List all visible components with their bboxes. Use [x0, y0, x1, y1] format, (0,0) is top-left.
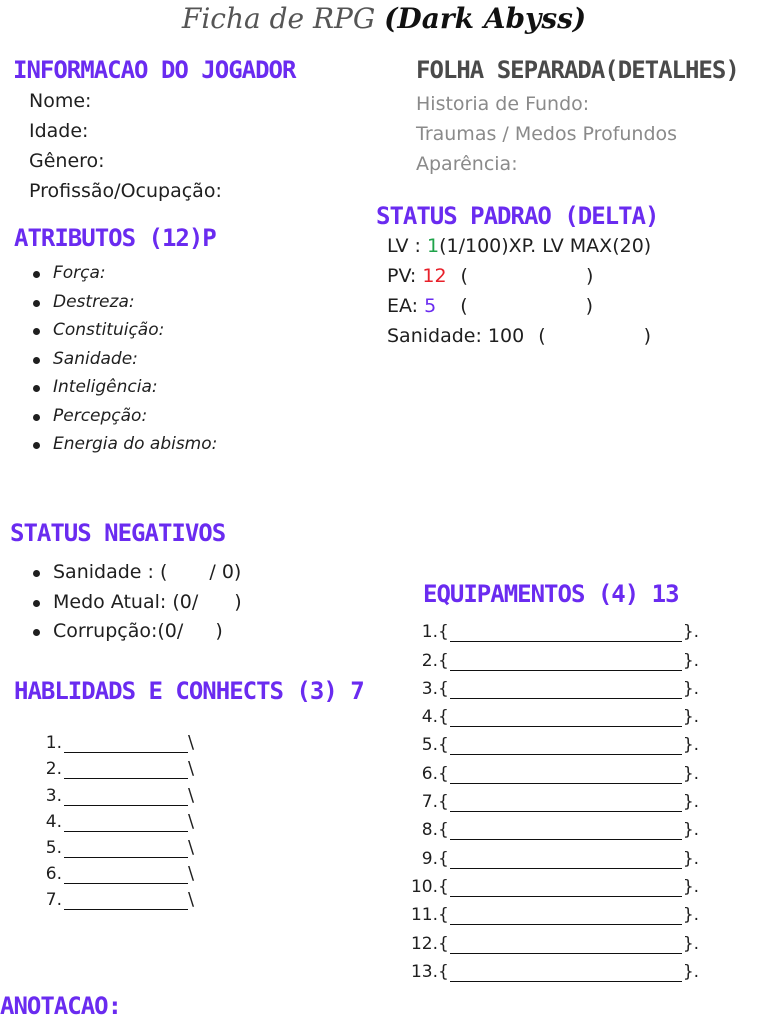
neg-corrupcao-a: Corrupção:(0/	[53, 620, 184, 642]
equip-number: 11.	[410, 905, 438, 926]
field-aparencia: Aparência:	[416, 153, 518, 175]
equip-blank-line[interactable]	[450, 850, 682, 869]
equip-row	[398, 925, 699, 953]
field-genero: Gênero:	[29, 150, 105, 172]
separate-sheet-heading: FOLHA SEPARADA(DETALHES)	[416, 56, 739, 84]
field-traumas: Traumas / Medos Profundos	[416, 123, 678, 145]
habilidade-blank-line[interactable]	[64, 867, 188, 884]
equip-close-brace: }.	[682, 933, 700, 954]
title-part-2: (Dark Abyss)	[384, 2, 587, 35]
habilidade-row	[42, 858, 194, 884]
habilidade-blank-line[interactable]	[64, 893, 188, 910]
equip-blank-line[interactable]	[450, 708, 682, 727]
status-negativos-list	[29, 558, 242, 647]
equip-open-brace: {	[438, 820, 449, 841]
habilidade-end-mark: \	[188, 836, 195, 858]
equip-close-brace: }.	[682, 678, 700, 699]
habilidade-blank-line[interactable]	[64, 789, 188, 806]
habilidade-row	[42, 832, 194, 858]
habilidade-row	[42, 884, 194, 910]
habilidade-number: 5.	[45, 837, 62, 858]
neg-corrupcao	[29, 617, 242, 647]
neg-medo	[29, 588, 242, 618]
player-info-heading: INFORMACAO DO JOGADOR	[13, 56, 296, 84]
equip-row	[398, 840, 699, 868]
equip-number: 6.	[421, 763, 438, 784]
equip-close-brace: }.	[682, 792, 700, 813]
habilidade-row	[42, 806, 194, 832]
equip-number: 8.	[421, 820, 438, 841]
field-nome: Nome:	[29, 90, 92, 112]
equip-row	[398, 954, 699, 982]
equip-row	[398, 812, 699, 840]
equip-number: 3.	[421, 678, 438, 699]
sanidade-line	[387, 321, 651, 351]
habilidade-number: 2.	[45, 759, 62, 780]
equip-open-brace: {	[438, 933, 449, 954]
habilidade-blank-line[interactable]	[64, 736, 188, 753]
equip-open-brace: {	[438, 792, 449, 813]
pv-open: (	[460, 265, 468, 287]
equip-open-brace: {	[438, 848, 449, 869]
attr-constituicao: Constituição:	[29, 316, 217, 345]
atributos-list	[29, 259, 217, 459]
sanidade-label: Sanidade: 100	[387, 325, 525, 347]
ea-close: )	[585, 295, 594, 317]
equip-close-brace: }.	[682, 820, 700, 841]
equip-open-brace: {	[438, 650, 449, 671]
attr-energia: Energia do abismo:	[29, 430, 217, 459]
ea-label: EA:	[387, 295, 425, 317]
status-padrao-heading: STATUS PADRAO (DELTA)	[376, 202, 659, 230]
equip-row	[398, 755, 699, 783]
habilidade-row	[42, 753, 194, 779]
atributos-heading: ATRIBUTOS (12)P	[14, 224, 216, 252]
neg-medo-a: Medo Atual: (0/	[53, 590, 199, 613]
equip-close-brace: }.	[682, 763, 700, 784]
equip-open-brace: {	[438, 876, 449, 897]
equip-number: 7.	[421, 792, 438, 813]
neg-medo-b: )	[234, 590, 242, 613]
habilidade-number: 3.	[45, 785, 62, 806]
ea-open: (	[460, 295, 468, 317]
habilidade-end-mark: \	[188, 784, 195, 806]
equip-row	[398, 869, 699, 897]
lv-label: LV :	[387, 235, 427, 257]
habilidade-number: 7.	[45, 890, 62, 911]
attr-destreza: Destreza:	[29, 288, 217, 317]
equip-blank-line[interactable]	[450, 765, 682, 784]
sheet-title	[0, 2, 768, 35]
pv-label: PV:	[387, 265, 423, 287]
habilidade-end-mark: \	[188, 889, 195, 911]
habilidade-blank-line[interactable]	[64, 815, 188, 832]
lv-line	[387, 231, 651, 261]
equip-blank-line[interactable]	[450, 623, 682, 642]
equip-number: 9.	[421, 848, 438, 869]
neg-sanidade-a: Sanidade : (	[53, 561, 168, 583]
habilidade-number: 4.	[45, 811, 62, 832]
pv-line	[387, 261, 651, 291]
field-historia: Historia de Fundo:	[416, 93, 590, 115]
neg-corrupcao-b: )	[215, 620, 223, 642]
field-idade: Idade:	[29, 120, 89, 142]
equip-blank-line[interactable]	[450, 906, 682, 925]
equip-row	[398, 727, 699, 755]
equipamentos-list	[398, 614, 699, 982]
equip-blank-line[interactable]	[450, 878, 682, 897]
equip-number: 5.	[421, 735, 438, 756]
neg-sanidade-b: / 0)	[209, 561, 242, 583]
attr-forca: Força:	[29, 259, 217, 288]
equip-row	[398, 897, 699, 925]
status-negativos-heading: STATUS NEGATIVOS	[10, 519, 226, 547]
equip-blank-line[interactable]	[450, 821, 682, 840]
equip-blank-line[interactable]	[450, 793, 682, 812]
equip-close-brace: }.	[682, 848, 700, 869]
equip-number: 2.	[421, 650, 438, 671]
ea-line	[387, 291, 651, 321]
habilidade-number: 6.	[45, 864, 62, 885]
attr-percepcao: Percepção:	[29, 402, 217, 431]
habilidades-heading: HABLIDADS E CONHECTS (3) 7	[14, 677, 364, 705]
neg-sanidade	[29, 558, 242, 588]
equip-close-brace: }.	[682, 707, 700, 728]
equip-row	[398, 614, 699, 642]
habilidade-row	[42, 727, 194, 753]
equip-open-brace: {	[438, 905, 449, 926]
equip-blank-line[interactable]	[450, 680, 682, 699]
equip-row	[398, 671, 699, 699]
equip-open-brace: {	[438, 735, 449, 756]
habilidade-end-mark: \	[188, 732, 195, 754]
attr-inteligencia: Inteligência:	[29, 373, 217, 402]
equip-blank-line[interactable]	[450, 736, 682, 755]
equip-blank-line[interactable]	[450, 963, 682, 982]
equip-number: 1.	[421, 622, 438, 643]
lv-rest: (1/100)XP. LV MAX(20)	[439, 235, 652, 257]
separate-sheet-fields	[416, 89, 677, 179]
equip-row	[398, 699, 699, 727]
ea-value: 5	[424, 295, 437, 317]
habilidade-end-mark: \	[188, 863, 195, 885]
equip-open-brace: {	[438, 763, 449, 784]
equip-open-brace: {	[438, 961, 449, 982]
equip-number: 4.	[421, 707, 438, 728]
sanidade-open: (	[538, 325, 546, 347]
equip-close-brace: }.	[682, 622, 700, 643]
habilidade-end-mark: \	[188, 810, 195, 832]
equip-close-brace: }.	[682, 905, 700, 926]
equip-row	[398, 784, 699, 812]
equip-close-brace: }.	[682, 876, 700, 897]
sanidade-close: )	[643, 325, 652, 347]
habilidade-end-mark: \	[188, 758, 195, 780]
equip-number: 12.	[410, 933, 438, 954]
equip-row	[398, 642, 699, 670]
pv-close: )	[585, 265, 594, 287]
equip-open-brace: {	[438, 678, 449, 699]
anotacao-heading: ANOTACAO:	[0, 992, 122, 1020]
lv-value: 1	[426, 235, 440, 257]
equipamentos-heading: EQUIPAMENTOS (4) 13	[423, 580, 679, 608]
equip-close-brace: }.	[682, 961, 700, 982]
habilidade-blank-line[interactable]	[64, 841, 188, 858]
equip-number: 13.	[410, 961, 438, 982]
habilidade-blank-line[interactable]	[64, 762, 188, 779]
field-profissao: Profissão/Ocupação:	[29, 180, 222, 202]
equip-number: 10.	[410, 876, 438, 897]
status-padrao-lines	[387, 231, 651, 351]
attr-sanidade: Sanidade:	[29, 345, 217, 374]
pv-value: 12	[422, 265, 447, 287]
title-part-1: Ficha de RPG	[181, 2, 376, 35]
equip-close-brace: }.	[682, 650, 700, 671]
habilidade-number: 1.	[45, 733, 62, 754]
equip-open-brace: {	[438, 622, 449, 643]
equip-open-brace: {	[438, 707, 449, 728]
equip-blank-line[interactable]	[450, 935, 682, 954]
habilidade-row	[42, 779, 194, 805]
equip-close-brace: }.	[682, 735, 700, 756]
habilidades-list	[42, 727, 194, 910]
player-info-fields	[29, 86, 222, 206]
equip-blank-line[interactable]	[450, 652, 682, 671]
